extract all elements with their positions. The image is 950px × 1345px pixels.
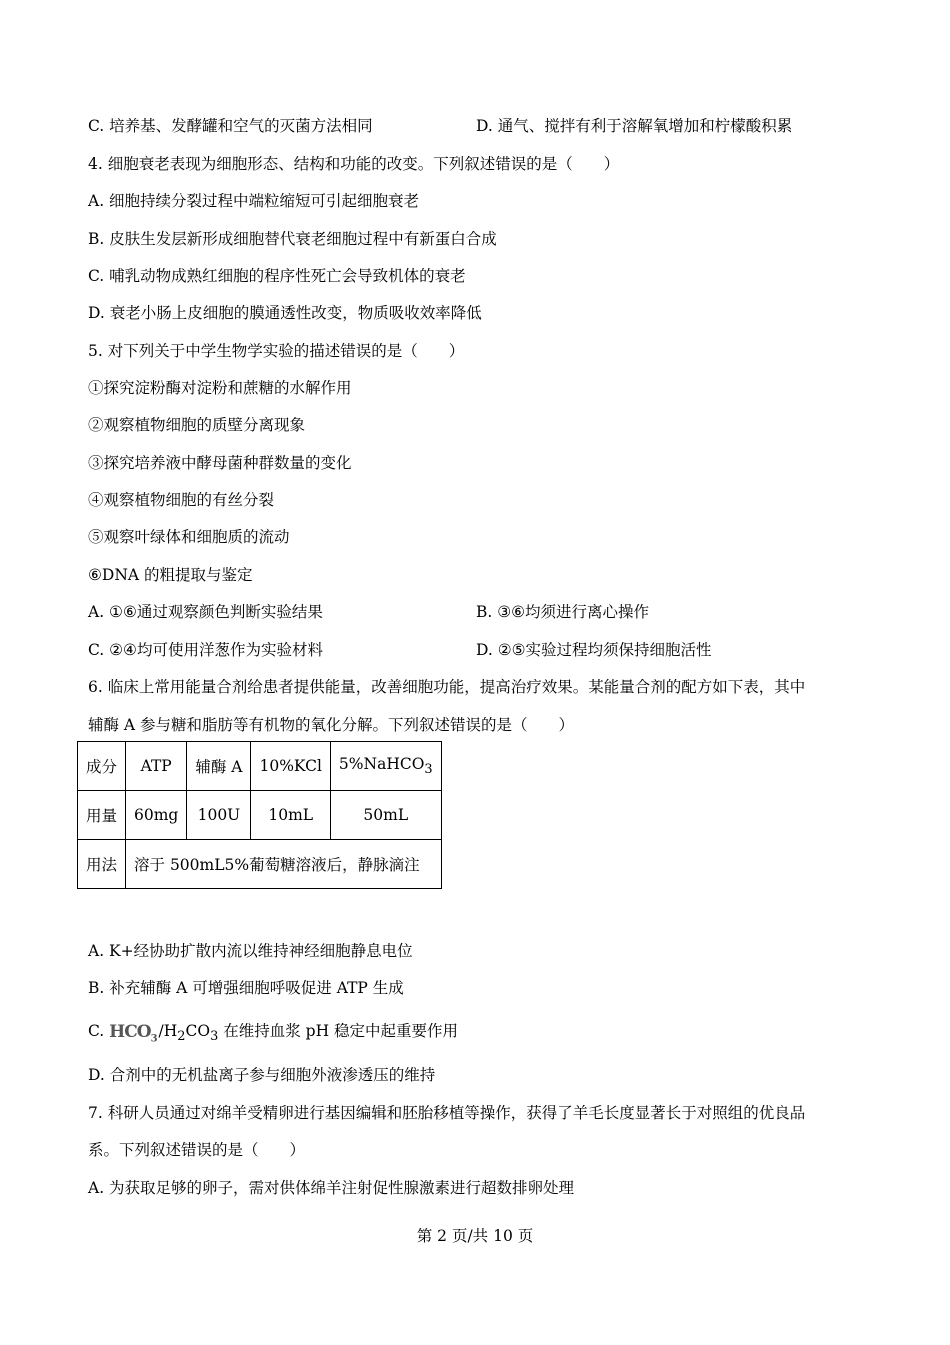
q5-option-a: A. ①⑥通过观察颜色判断实验结果	[88, 603, 323, 621]
q5-item-5: ⑤观察叶绿体和细胞质的流动	[88, 528, 290, 546]
table-cell: 5%NaHCO$_3$	[330, 742, 441, 791]
q6-stem-line-2: 辅酶 A 参与糖和脂肪等有机物的氧化分解。下列叙述错误的是（ ）	[88, 716, 575, 734]
q5-stem: 5. 对下列关于中学生物学实验的描述错误的是（ ）	[88, 342, 465, 360]
table-row	[78, 742, 442, 791]
table-cell: ATP	[126, 742, 187, 791]
q7-stem-line-2: 系。下列叙述错误的是（ ）	[88, 1141, 306, 1159]
q3-option-d: D. 通气、搅拌有利于溶解氧增加和柠檬酸积累	[476, 117, 793, 135]
table-cell: 50mL	[330, 791, 441, 840]
q6-option-b: B. 补充辅酶 A 可增强细胞呼吸促进 ATP 生成	[88, 979, 404, 997]
q6-option-c: C. $HCO_3$ $/H_2CO_3$ 在维持血浆 pH 稳定中起重要作用	[88, 1021, 458, 1049]
q3-option-c: C. 培养基、发酵罐和空气的灭菌方法相同	[88, 117, 373, 135]
q5-option-b: B. ③⑥均须进行离心操作	[476, 603, 650, 621]
table-cell: 100U	[187, 791, 251, 840]
table-header-cell: 成分	[78, 742, 126, 791]
q4-stem: 4. 细胞衰老表现为细胞形态、结构和功能的改变。下列叙述错误的是（ ）	[88, 155, 620, 173]
page-footer: 第 2 页/共 10 页	[416, 1227, 534, 1245]
q5-item-1: ①探究淀粉酶对淀粉和蔗糖的水解作用	[88, 379, 352, 397]
table-cell: 10%KCl	[251, 742, 330, 791]
q5-item-4: ④观察植物细胞的有丝分裂	[88, 491, 275, 509]
q6-option-d: D. 合剂中的无机盐离子参与细胞外液渗透压的维持	[88, 1066, 436, 1084]
q6-option-a: A. K+经协助扩散内流以维持神经细胞静息电位	[88, 942, 413, 960]
q7-option-a: A. 为获取足够的卵子，需对供体绵羊注射促性腺激素进行超数排卵处理	[88, 1179, 575, 1197]
table-cell: 60mg	[126, 791, 187, 840]
energy-mixture-table	[77, 741, 442, 889]
table-cell: 辅酶 A	[187, 742, 251, 791]
q5-item-3: ③探究培养液中酵母菌种群数量的变化	[88, 454, 352, 472]
q5-item-6: ⑥DNA 的粗提取与鉴定	[88, 566, 253, 584]
q7-stem-line-1: 7. 科研人员通过对绵羊受精卵进行基因编辑和胚胎移植等操作，获得了羊毛长度显著长于对照组的优良品	[88, 1104, 806, 1122]
q5-item-2: ②观察植物细胞的质壁分离现象	[88, 416, 306, 434]
q6-stem-line-1: 6. 临床上常用能量合剂给患者提供能量，改善细胞功能，提高治疗效果。某能量合剂的配方如下表，其中	[88, 678, 806, 696]
q5-option-d: D. ②⑤实验过程均须保持细胞活性	[476, 641, 712, 659]
q4-option-a: A. 细胞持续分裂过程中端粒缩短可引起细胞衰老	[88, 192, 420, 210]
table-cell: 10mL	[251, 791, 330, 840]
q4-option-d: D. 衰老小肠上皮细胞的膜通透性改变，物质吸收效率降低	[88, 304, 482, 322]
table-row	[78, 791, 442, 840]
q5-option-c: C. ②④均可使用洋葱作为实验材料	[88, 641, 323, 659]
bicarbonate-formula-image: $HCO_3$	[109, 1022, 157, 1045]
q4-option-b: B. 皮肤生发层新形成细胞替代衰老细胞过程中有新蛋白合成	[88, 230, 497, 248]
table-row	[78, 840, 442, 889]
table-cell: 溶于 500mL5%葡萄糖溶液后，静脉滴注	[126, 840, 442, 889]
table-header-cell: 用量	[78, 791, 126, 840]
table-header-cell: 用法	[78, 840, 126, 889]
q4-option-c: C. 哺乳动物成熟红细胞的程序性死亡会导致机体的衰老	[88, 267, 466, 285]
